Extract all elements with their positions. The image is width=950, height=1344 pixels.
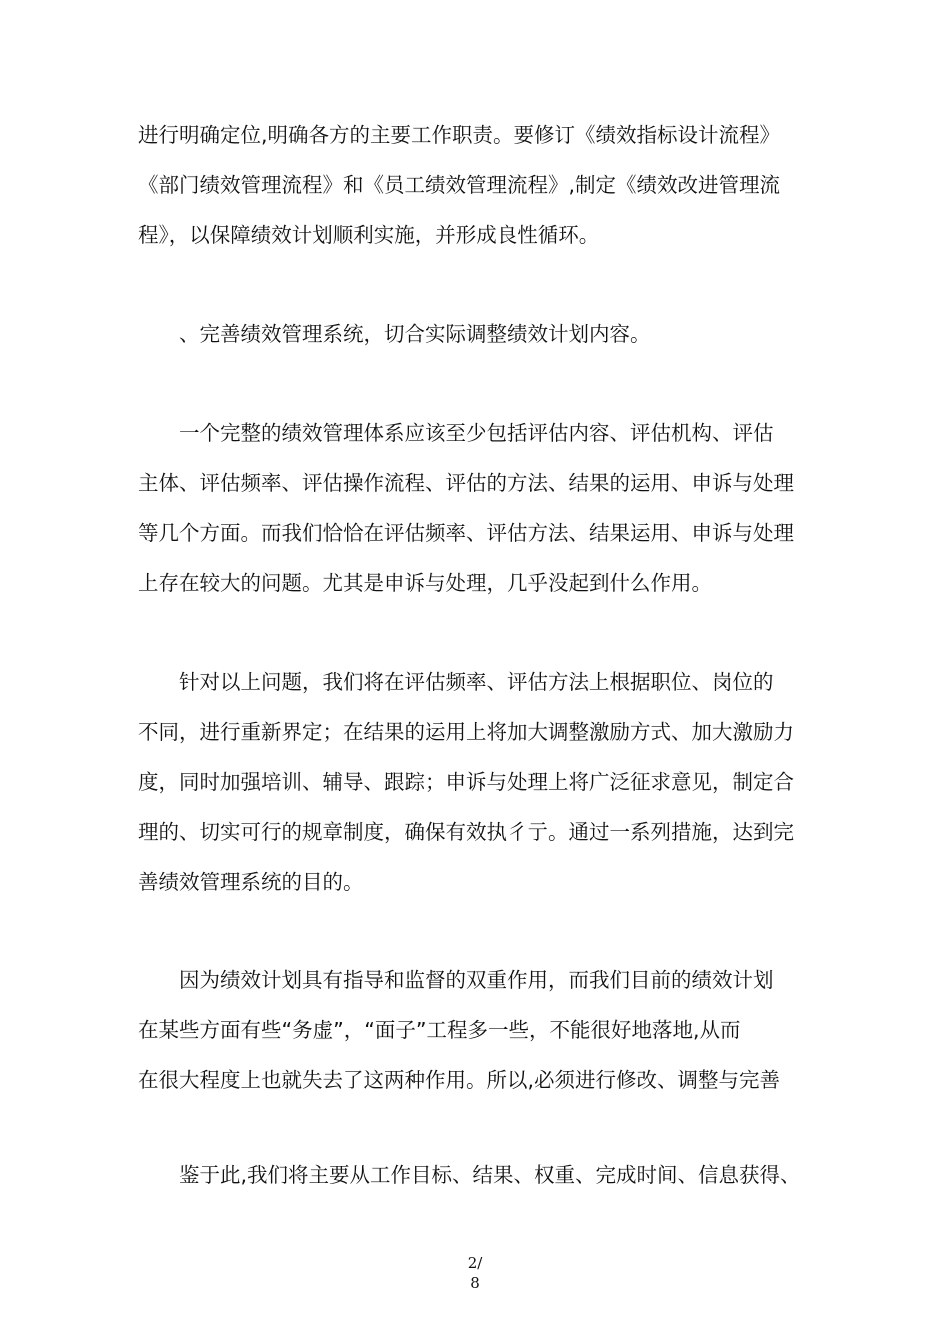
text-line: 鉴于此,我们将主要从工作目标、结果、权重、完成时间、信息获得、 bbox=[138, 1163, 801, 1187]
paragraph-workflow-revision bbox=[138, 110, 828, 260]
paragraph-plan-role bbox=[138, 955, 828, 1105]
text-line: 上存在较大的问题。尤其是申诉与处理，几乎没起到什么作用。 bbox=[138, 571, 712, 595]
page-number-current: 2/ bbox=[467, 1254, 483, 1272]
text-line: 、完善绩效管理系统，切合实际调整绩效计划内容。 bbox=[138, 322, 651, 346]
page-number-total: 8 bbox=[470, 1274, 480, 1292]
text-line: 一个完整的绩效管理体系应该至少包括评估内容、评估机构、评估 bbox=[138, 421, 774, 445]
text-line: 《部门绩效管理流程》和《员工绩效管理流程》,制定《绩效改进管理流 bbox=[138, 173, 781, 197]
paragraph-management-system bbox=[138, 408, 828, 608]
text-line: 等几个方面。而我们恰恰在评估频率、评估方法、结果运用、申诉与处理 bbox=[138, 521, 794, 545]
text-line: 善绩效管理系统的目的。 bbox=[138, 870, 364, 894]
text-line: 主体、评估频率、评估操作流程、评估的方法、结果的运用、申诉与处理 bbox=[138, 471, 794, 495]
text-line: 因为绩效计划具有指导和监督的双重作用，而我们目前的绩效计划 bbox=[138, 968, 774, 992]
text-line: 针对以上问题，我们将在评估频率、评估方法上根据职位、岗位的 bbox=[138, 670, 774, 694]
text-line: 程》，以保障绩效计划顺利实施，并形成良性循环。 bbox=[138, 223, 600, 247]
paragraph-in-view-of-this bbox=[138, 1150, 828, 1200]
text-line: 理的、切实可行的规章制度，确保有效执彳亍。通过一系列措施，达到完 bbox=[138, 820, 794, 844]
text-line: 度，同时加强培训、辅导、跟踪；申诉与处理上将广泛征求意见，制定合 bbox=[138, 770, 794, 794]
text-line: 在很大程度上也就失去了这两种作用。所以,必须进行修改、调整与完善 bbox=[138, 1068, 781, 1092]
text-line: 不同，进行重新界定；在结果的运用上将加大调整激励方式、加大激励力 bbox=[138, 720, 794, 744]
text-line: 进行明确定位,明确各方的主要工作职责。要修订《绩效指标设计流程》 bbox=[138, 123, 781, 147]
paragraph-measures bbox=[138, 657, 828, 907]
section-heading bbox=[138, 309, 828, 359]
text-line: 在某些方面有些“务虚”，“面子”工程多一些，不能很好地落地,从而 bbox=[138, 1018, 741, 1042]
